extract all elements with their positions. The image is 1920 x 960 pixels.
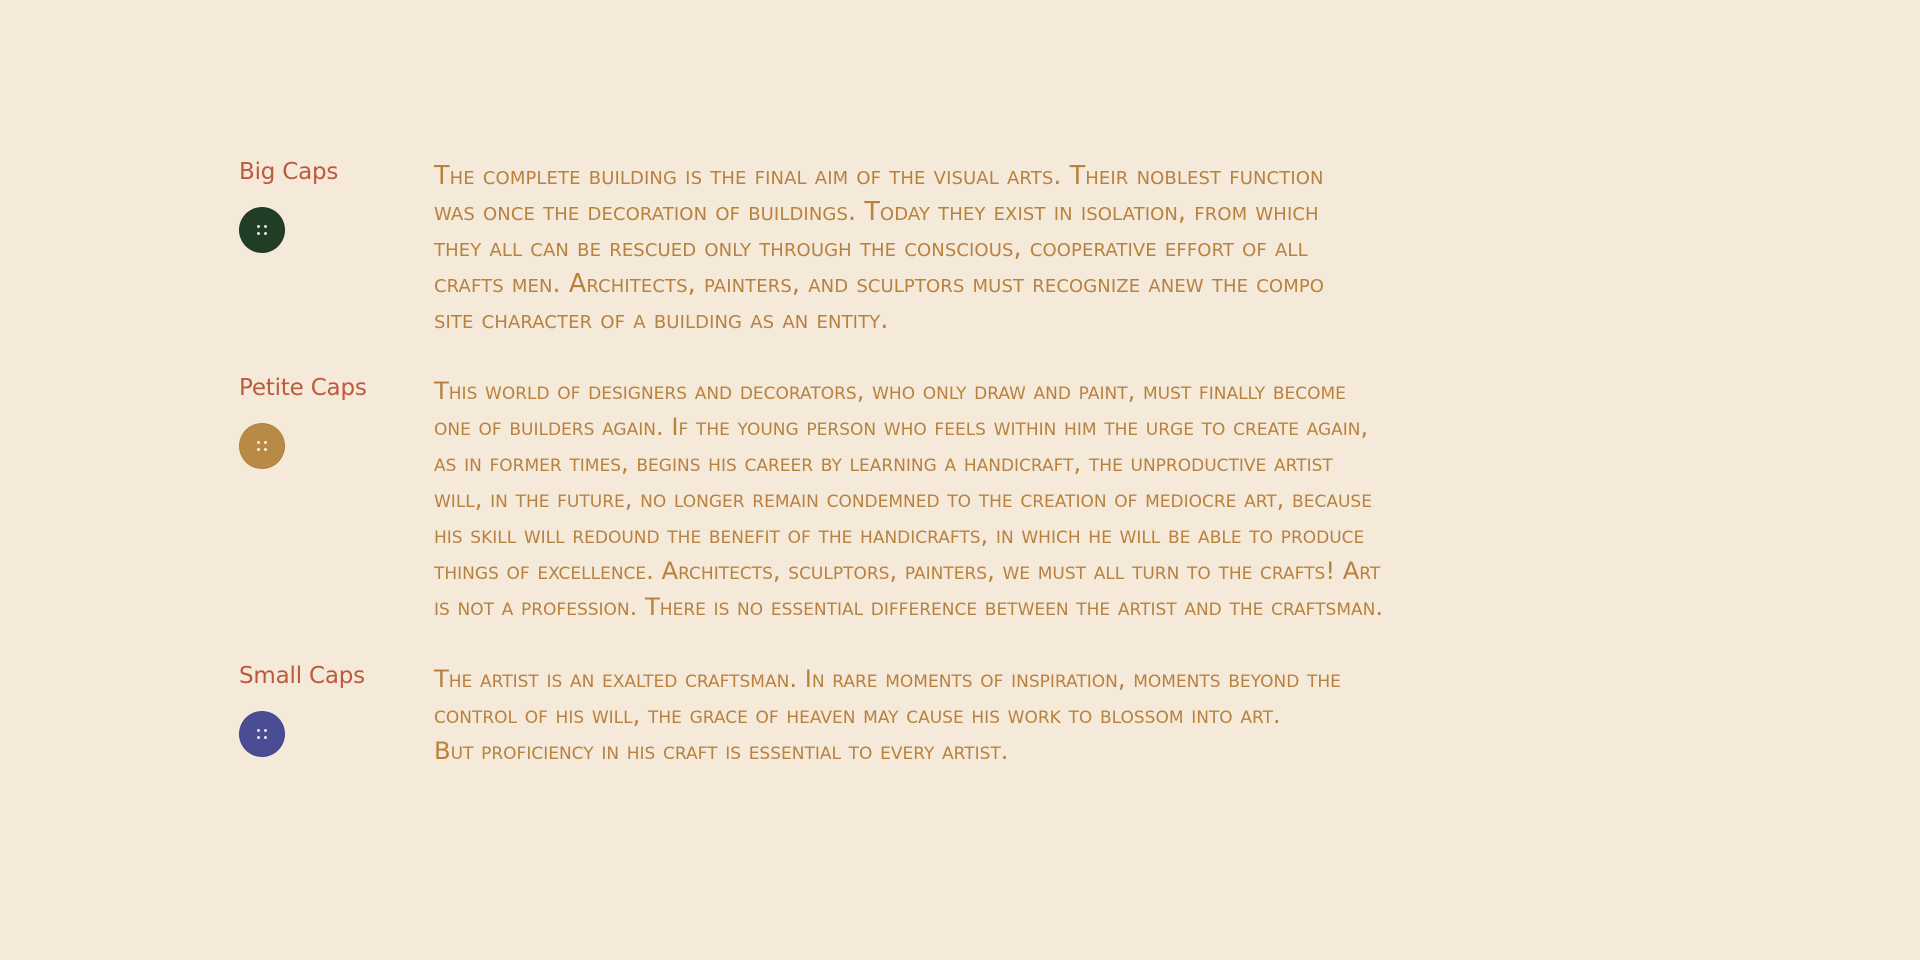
text-line: site character of a building as an entity. [434,304,889,334]
text-line: his skill will redound the benefit of the handicrafts, in which he will be able to produce [434,521,1365,549]
section-label-petite-caps: Petite Caps [239,375,367,401]
petite-caps-color-button[interactable] [239,423,285,469]
big-caps-sample-text [434,157,1694,337]
text-line: they all can be rescued only through the conscious, cooperative effort of all [434,232,1308,262]
text-line: But proficiency in his craft is essential to every artist. [434,737,1009,765]
text-line: control of his will, the grace of heaven may cause his work to blossom into art. [434,701,1281,729]
drag-handle-icon [257,441,267,451]
petite-caps-sample-text [434,373,1694,625]
text-line: will, in the future, no longer remain condemned to the creation of mediocre art, because [434,485,1372,513]
section-label-big-caps: Big Caps [239,159,339,185]
text-line: The artist is an exalted craftsman. In rare moments of inspiration, moments beyond the [434,665,1341,693]
text-line: is not a profession. There is no essential difference between the artist and the craftsman. [434,593,1384,621]
section-label-small-caps: Small Caps [239,663,365,689]
text-line: was once the decoration of buildings. Today they exist in isolation, from which [434,196,1319,226]
big-caps-color-button[interactable] [239,207,285,253]
text-line: This world of designers and decorators, who only draw and paint, must finally become [434,377,1346,405]
text-line: The complete building is the final aim of the visual arts. Their noblest function [434,160,1324,190]
text-line: as in former times, begins his career by learning a handicraft, the unproductive artist [434,449,1333,477]
drag-handle-icon [257,225,267,235]
small-caps-color-button[interactable] [239,711,285,757]
text-line: one of builders again. If the young person who feels within him the urge to create again, [434,413,1369,441]
text-line: things of excellence. Architects, sculptors, painters, we must all turn to the crafts! Art [434,557,1381,585]
small-caps-sample-text [434,661,1694,769]
text-line: crafts men. Architects, painters, and sculptors must recognize anew the compo [434,268,1325,298]
drag-handle-icon [257,729,267,739]
